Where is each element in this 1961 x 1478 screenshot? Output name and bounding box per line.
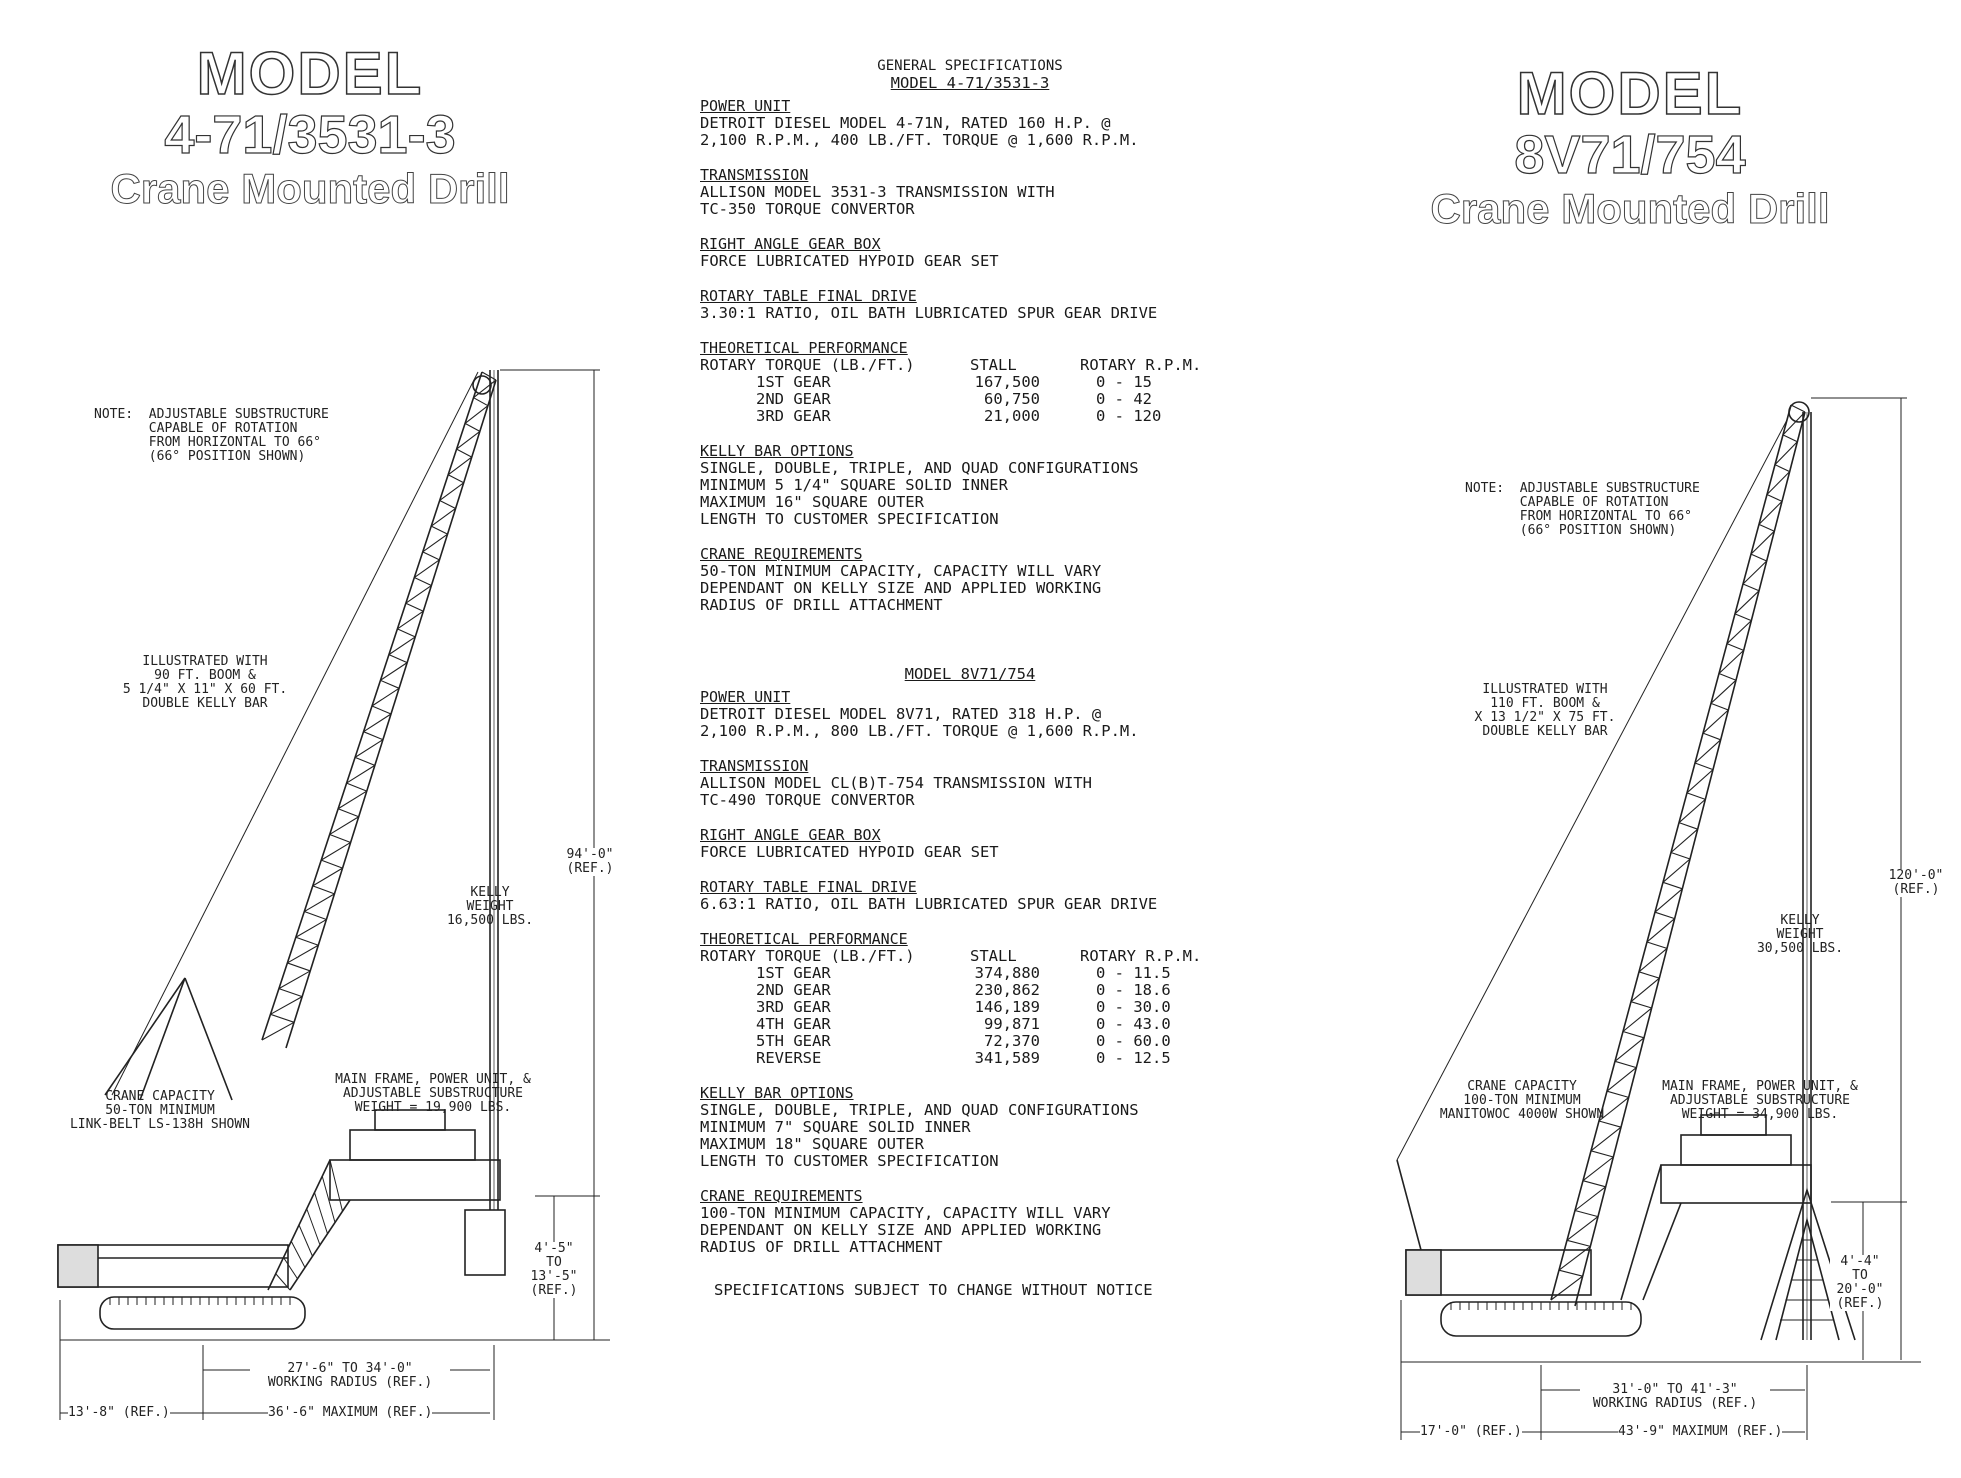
perf-col-stall: STALL (970, 356, 1017, 374)
perf-gear: 5TH GEAR (756, 1032, 831, 1050)
model-b-transmission: ALLISON MODEL CL(B)T-754 TRANSMISSION WITH TC-490 TORQUE CONVERTOR (700, 774, 1092, 809)
model-b-section (700, 689, 1240, 1256)
perf-row (700, 965, 1201, 982)
model-a-performance-table (700, 357, 1201, 425)
right-title-sub: Crane Mounted Drill (1430, 185, 1830, 232)
perf-rpm: 0 - 60.0 (1096, 1032, 1171, 1050)
perf-gear: 1ST GEAR (756, 373, 831, 391)
perf-rpm: 0 - 12.5 (1096, 1049, 1171, 1067)
spec-heading: GENERAL SPECIFICATIONS (877, 58, 1063, 74)
model-b-gearbox: FORCE LUBRICATED HYPOID GEAR SET (700, 843, 999, 861)
model-a-power-unit-heading: POWER UNIT (700, 97, 791, 115)
perf-gear: 2ND GEAR (756, 390, 831, 408)
model-a-transmission-heading: TRANSMISSION (700, 166, 809, 184)
model-b-kelly: SINGLE, DOUBLE, TRIPLE, AND QUAD CONFIGURATIONS MINIMUM 7" SQUARE SOLID INNER MAXIMUM 18" SQUARE OUTER LENGTH TO CUSTOMER SPECIFICATION (700, 1101, 1139, 1170)
left-note: NOTE: ADJUSTABLE SUBSTRUCTURE CAPABLE OF ROTATION FROM HORIZONTAL TO 66° (66° POSITION SHOWN) (94, 407, 329, 464)
model-b-gearbox-heading: RIGHT ANGLE GEAR BOX (700, 826, 881, 844)
model-a-kelly-heading: KELLY BAR OPTIONS (700, 442, 854, 460)
left-clearance-dimension: 4'-5" TO 13'-5" (REF.) (524, 1242, 584, 1298)
right-working-radius: 31'-0" TO 41'-3" WORKING RADIUS (REF.) (1580, 1383, 1770, 1411)
right-main-frame-label: MAIN FRAME, POWER UNIT, & ADJUSTABLE SUBSTRUCTURE WEIGHT = 34,900 LBS. (1662, 1079, 1858, 1122)
perf-rpm: 0 - 43.0 (1096, 1015, 1171, 1033)
left-crane-capacity: CRANE CAPACITY 50-TON MINIMUM LINK-BELT LS-138H SHOWN (69, 1089, 250, 1132)
perf-stall: 341,589 (974, 1049, 1040, 1067)
model-b-final-drive-heading: ROTARY TABLE FINAL DRIVE (700, 878, 917, 896)
model-b-crane: 100-TON MINIMUM CAPACITY, CAPACITY WILL VARY DEPENDANT ON KELLY SIZE AND APPLIED WORKING RADIUS OF DRILL ATTACHMENT (700, 1204, 1111, 1256)
perf-row (700, 1050, 1201, 1067)
model-a-gearbox-heading: RIGHT ANGLE GEAR BOX (700, 235, 881, 253)
right-ref-dimension: 17'-0" (REF.) (1420, 1424, 1522, 1439)
perf-stall: 99,871 (984, 1015, 1040, 1033)
model-a-kelly: SINGLE, DOUBLE, TRIPLE, AND QUAD CONFIGURATIONS MINIMUM 5 1/4" SQUARE SOLID INNER MAXIMUM 16" SQUARE OUTER LENGTH TO CUSTOMER SPECIFICATION (700, 459, 1139, 528)
perf-rpm: 0 - 30.0 (1096, 998, 1171, 1016)
right-crane-capacity: CRANE CAPACITY 100-TON MINIMUM MANITOWOC 4000W SHOWN (1439, 1079, 1605, 1122)
perf-stall: 167,500 (974, 373, 1040, 391)
model-b-final-drive: 6.63:1 RATIO, OIL BATH LUBRICATED SPUR GEAR DRIVE (700, 895, 1158, 913)
left-illustrated-label: ILLUSTRATED WITH 90 FT. BOOM & 5 1/4" X 11" X 60 FT. DOUBLE KELLY BAR (122, 654, 288, 711)
perf-row (700, 1016, 1201, 1033)
perf-row (700, 408, 1201, 425)
model-b-power-unit: DETROIT DIESEL MODEL 8V71, RATED 318 H.P. @ 2,100 R.P.M., 800 LB./FT. TORQUE @ 1,600 R.P.M. (700, 705, 1139, 740)
model-b-title: MODEL 8V71/754 (904, 665, 1036, 683)
right-max-radius: 43'-9" MAXIMUM (REF.) (1618, 1424, 1783, 1439)
model-a-crane: 50-TON MINIMUM CAPACITY, CAPACITY WILL VARY DEPENDANT ON KELLY SIZE AND APPLIED WORKING RADIUS OF DRILL ATTACHMENT (700, 562, 1102, 614)
perf-stall: 230,862 (974, 981, 1040, 999)
perf-stall: 60,750 (984, 390, 1040, 408)
right-height-dimension: 120'-0" (REF.) (1880, 869, 1952, 897)
perf-col-rpm: ROTARY R.P.M. (1080, 947, 1202, 965)
perf-col-rpm: ROTARY R.P.M. (1080, 356, 1202, 374)
right-title-number: 8V71/754 (1514, 125, 1746, 185)
specifications-column (700, 58, 1240, 1299)
perf-gear: 3RD GEAR (756, 998, 831, 1016)
left-kelly-weight: KELLY WEIGHT 16,500 LBS. (446, 885, 534, 928)
model-b-crane-heading: CRANE REQUIREMENTS (700, 1187, 863, 1205)
left-main-frame-label: MAIN FRAME, POWER UNIT, & ADJUSTABLE SUBSTRUCTURE WEIGHT = 19,900 LBS. (335, 1072, 531, 1115)
perf-rpm: 0 - 120 (1096, 407, 1162, 425)
perf-col-torque: ROTARY TORQUE (LB./FT.) (700, 947, 915, 965)
left-max-radius: 36'-6" MAXIMUM (REF.) (268, 1405, 433, 1420)
model-b-power-unit-heading: POWER UNIT (700, 688, 791, 706)
right-illustrated-label: ILLUSTRATED WITH 110 FT. BOOM & X 13 1/2" X 75 FT. DOUBLE KELLY BAR (1474, 682, 1616, 739)
left-title-model: MODEL (196, 40, 424, 107)
model-b-performance-heading: THEORETICAL PERFORMANCE (700, 930, 908, 948)
perf-rpm: 0 - 11.5 (1096, 964, 1171, 982)
right-note: NOTE: ADJUSTABLE SUBSTRUCTURE CAPABLE OF ROTATION FROM HORIZONTAL TO 66° (66° POSITION SHOWN) (1465, 481, 1700, 538)
model-a-gearbox: FORCE LUBRICATED HYPOID GEAR SET (700, 252, 999, 270)
model-a-power-unit: DETROIT DIESEL MODEL 4-71N, RATED 160 H.P. @ 2,100 R.P.M., 400 LB./FT. TORQUE @ 1,600 R.P.M. (700, 114, 1139, 149)
model-a-crane-heading: CRANE REQUIREMENTS (700, 545, 863, 563)
model-a-performance-heading: THEORETICAL PERFORMANCE (700, 339, 908, 357)
right-title-model: MODEL (1516, 60, 1744, 127)
perf-col-torque: ROTARY TORQUE (LB./FT.) (700, 356, 915, 374)
perf-row (700, 391, 1201, 408)
right-kelly-weight: KELLY WEIGHT 30,500 LBS. (1756, 913, 1844, 956)
perf-row (700, 374, 1201, 391)
left-height-dimension: 94'-0" (REF.) (560, 848, 620, 876)
perf-col-stall: STALL (970, 947, 1017, 965)
left-working-radius: 27'-6" TO 34'-0" WORKING RADIUS (REF.) (250, 1362, 450, 1390)
perf-rpm: 0 - 15 (1096, 373, 1152, 391)
perf-stall: 72,370 (984, 1032, 1040, 1050)
model-a-section (700, 98, 1240, 614)
model-a-final-drive: 3.30:1 RATIO, OIL BATH LUBRICATED SPUR GEAR DRIVE (700, 304, 1158, 322)
perf-gear: 2ND GEAR (756, 981, 831, 999)
model-b-performance-table (700, 948, 1201, 1067)
model-a-transmission: ALLISON MODEL 3531-3 TRANSMISSION WITH TC-350 TORQUE CONVERTOR (700, 183, 1055, 218)
perf-rpm: 0 - 42 (1096, 390, 1152, 408)
model-b-kelly-heading: KELLY BAR OPTIONS (700, 1084, 854, 1102)
perf-gear: 4TH GEAR (756, 1015, 831, 1033)
perf-row (700, 1033, 1201, 1050)
perf-rpm: 0 - 18.6 (1096, 981, 1171, 999)
model-b-transmission-heading: TRANSMISSION (700, 757, 809, 775)
perf-row (700, 982, 1201, 999)
perf-row (700, 999, 1201, 1016)
perf-gear: REVERSE (756, 1049, 822, 1067)
left-ref-dimension: 13'-8" (REF.) (68, 1405, 170, 1420)
perf-stall: 146,189 (974, 998, 1040, 1016)
perf-gear: 3RD GEAR (756, 407, 831, 425)
left-title-sub: Crane Mounted Drill (110, 165, 510, 212)
left-title-number: 4-71/3531-3 (164, 105, 456, 165)
model-a-final-drive-heading: ROTARY TABLE FINAL DRIVE (700, 287, 917, 305)
perf-stall: 374,880 (974, 964, 1040, 982)
perf-gear: 1ST GEAR (756, 964, 831, 982)
model-a-title: MODEL 4-71/3531-3 (890, 74, 1050, 92)
right-clearance-dimension: 4'-4" TO 20'-0" (REF.) (1830, 1255, 1890, 1311)
perf-stall: 21,000 (984, 407, 1040, 425)
spec-footer: SPECIFICATIONS SUBJECT TO CHANGE WITHOUT NOTICE (714, 1281, 1153, 1299)
